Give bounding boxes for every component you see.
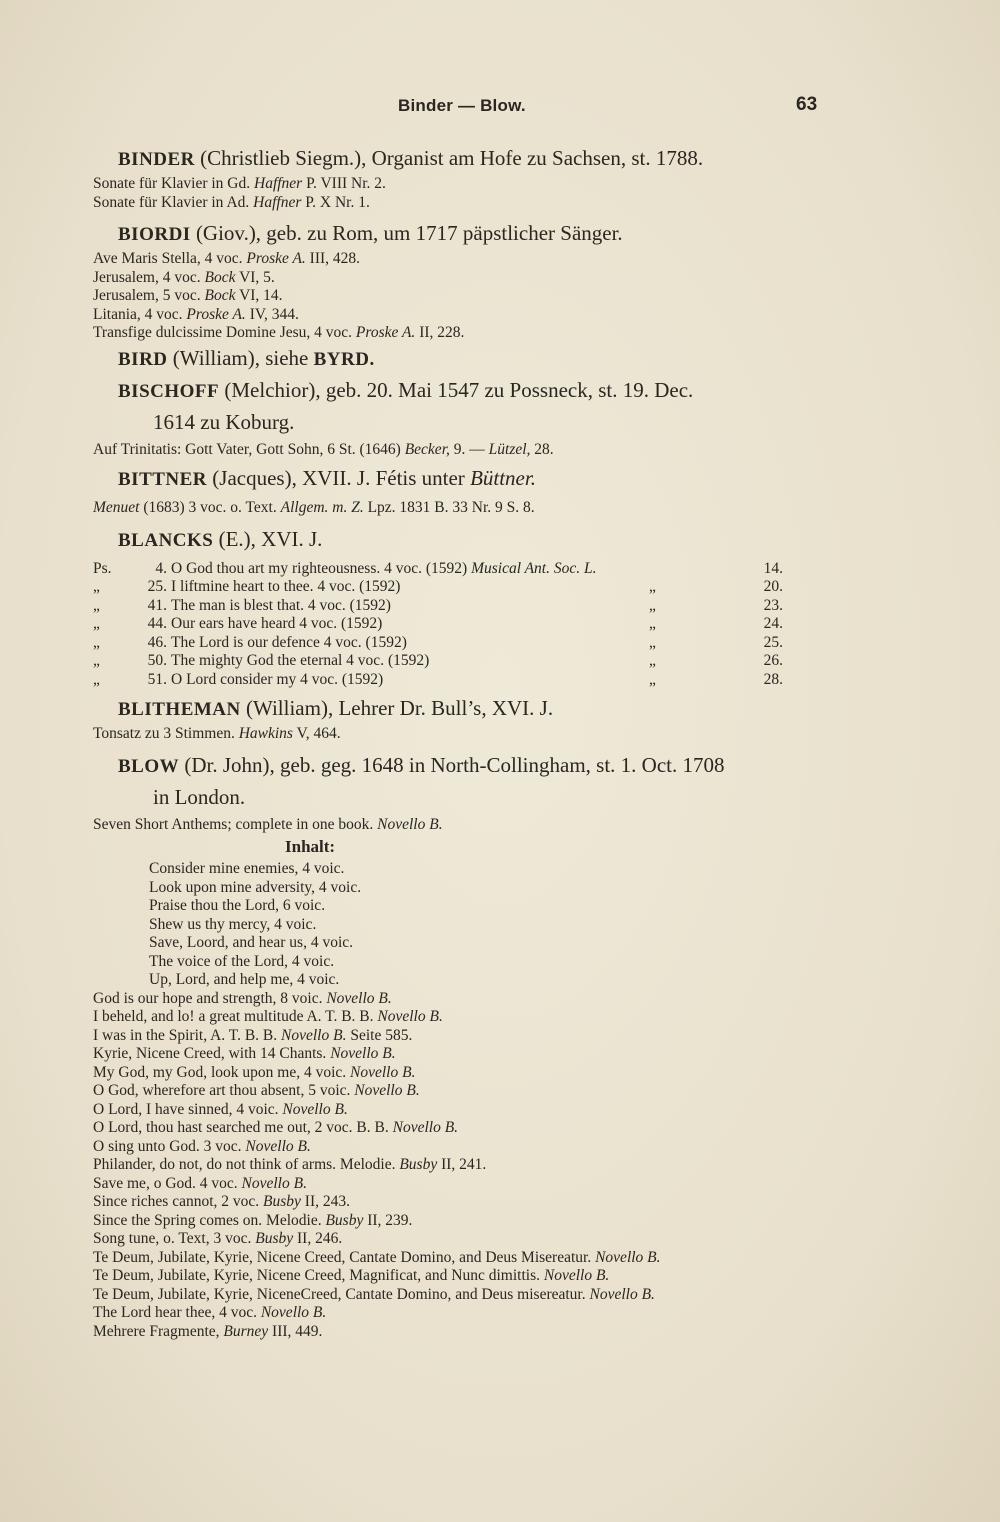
list-item: Shew us thy mercy, 4 voic. xyxy=(149,915,317,933)
composer-name: BLANCKS xyxy=(118,529,214,551)
entry-biography: (Jacques), XVII. J. Fétis unter xyxy=(207,466,471,490)
page-body xyxy=(93,143,828,1341)
composer-name: BITTNER xyxy=(118,469,208,490)
entry-biography: (Dr. John), geb. geg. 1648 in North-Collingham, st. 1. Oct. 1708 xyxy=(179,752,725,777)
work-item: O Lord, thou hast searched me out, 2 voc. B. B. Novello B. xyxy=(93,1119,459,1136)
work-item: Mehrere Fragmente, Burney III, 449. xyxy=(93,1322,323,1340)
work-item: Save me, o God. 4 voc. Novello B. xyxy=(93,1174,307,1192)
work-item: Te Deum, Jubilate, Kyrie, Nicene Creed, Magnificat, and Nunc dimittis. Novello B. xyxy=(93,1267,610,1284)
work-item: Menuet (1683) 3 voc. o. Text. Allgem. m. Z. Lpz. 1831 B. 33 Nr. 9 S. 8. xyxy=(93,499,535,516)
work-item: Litania, 4 voc. Proske A. IV, 344. xyxy=(93,305,299,323)
entry-heading-blow: BLOW (Dr. John), geb. geg. 1648 in North-Collingham, st. 1. Oct. 1708 in London. xyxy=(118,752,725,809)
list-item: Save, Loord, and hear us, 4 voic. xyxy=(149,934,354,951)
entry-biography: (Giov.), geb. zu Rom, um 1717 päpstlicher Sänger. xyxy=(190,221,623,245)
work-item: O God, wherefore art thou absent, 5 voic. Novello B. xyxy=(93,1082,420,1099)
psalm-row: „ 46. The Lord is our defence 4 voc. (1592) „ 25. xyxy=(93,633,783,651)
work-item: God is our hope and strength, 8 voic. Novello B. xyxy=(93,989,392,1007)
work-item: Seven Short Anthems; complete in one book. Novello B. xyxy=(93,815,443,833)
psalm-row: „ 41. The man is blest that. 4 voc. (1592) „ 23. xyxy=(93,596,783,614)
entry-heading-biordi xyxy=(118,218,828,250)
work-item: I was in the Spirit, A. T. B. B. Novello B. Seite 585. xyxy=(93,1026,413,1044)
entry-heading-binder xyxy=(118,143,828,175)
page-header xyxy=(0,96,1000,124)
psalm-row: „ 25. I liftmine heart to thee. 4 voc. (1592) „ 20. xyxy=(93,578,783,595)
composer-name: BLITHEMAN xyxy=(118,699,241,720)
work-item: Transfige dulcissime Domine Jesu, 4 voc. Proske A. II, 228. xyxy=(93,324,465,341)
work-item: Since the Spring comes on. Melodie. Busby II, 239. xyxy=(93,1211,413,1229)
work-item: O Lord, I have sinned, 4 voic. Novello B. xyxy=(93,1100,348,1118)
list-item: Praise thou the Lord, 6 voic. xyxy=(149,897,326,914)
contents-list xyxy=(93,860,828,990)
work-item: Jerusalem, 4 voc. Bock VI, 5. xyxy=(93,268,275,286)
work-item: Song tune, o. Text, 3 voc. Busby II, 246. xyxy=(93,1230,343,1247)
work-item: Philander, do not, do not think of arms. Melodie. Busby II, 241. xyxy=(93,1156,487,1173)
psalm-row: Ps. 4. O God thou art my righteousness. 4 voc. (1592) Musical Ant. Soc. L. 14. xyxy=(93,559,783,577)
composer-name: BIORDI xyxy=(118,224,191,245)
work-item: Te Deum, Jubilate, Kyrie, Nicene Creed, Cantate Domino, and Deus Misereatur. Novello B. xyxy=(93,1248,661,1266)
work-item: Jerusalem, 5 voc. Bock VI, 14. xyxy=(93,287,283,304)
cross-reference: BYRD. xyxy=(313,348,375,370)
composer-name: BIRD xyxy=(118,348,168,370)
work-item: Te Deum, Jubilate, Kyrie, NiceneCreed, Cantate Domino, and Deus misereatur. Novello B. xyxy=(93,1285,655,1303)
entry-heading-bischoff: BISCHOFF (Melchior), geb. 20. Mai 1547 zu Possneck, st. 19. Dec. 1614 zu Koburg. xyxy=(118,377,694,434)
cross-reference: Büttner. xyxy=(470,466,536,490)
work-item: Sonate für Klavier in Ad. Haffner P. X Nr. 1. xyxy=(93,193,370,211)
psalm-row: „ 51. O Lord consider my 4 voc. (1592) „ 28. xyxy=(93,670,783,688)
work-item: Ave Maris Stella, 4 voc. Proske A. III, 428. xyxy=(93,250,361,267)
entry-biography: (Christlieb Siegm.), Organist am Hofe zu Sachsen, st. 1788. xyxy=(194,146,704,170)
entry-heading-bittner xyxy=(118,463,828,495)
entry-biography: (E.), XVI. J. xyxy=(213,526,323,551)
psalm-row: „ 44. Our ears have heard 4 voc. (1592) „ 24. xyxy=(93,615,783,632)
work-item: I beheld, and lo! a great multitude A. T. B. B. Novello B. xyxy=(93,1008,443,1025)
work-item: O sing unto God. 3 voc. Novello B. xyxy=(93,1137,311,1155)
entry-heading-bird: BIRD (William), siehe BYRD. xyxy=(118,345,375,370)
entry-heading-blancks xyxy=(118,524,828,556)
contents-heading: Inhalt: xyxy=(285,837,336,856)
composer-name: BLOW xyxy=(118,755,180,777)
work-item: Since riches cannot, 2 voc. Busby II, 243. xyxy=(93,1193,350,1210)
work-item: Kyrie, Nicene Creed, with 14 Chants. Novello B. xyxy=(93,1045,396,1062)
list-item: The voice of the Lord, 4 voic. xyxy=(149,952,335,970)
entry-heading-blitheman xyxy=(118,693,828,725)
entry-biography: (William), Lehrer Dr. Bull’s, XVI. J. xyxy=(240,696,554,720)
work-item: Tonsatz zu 3 Stimmen. Hawkins V, 464. xyxy=(93,725,341,742)
work-item: Sonate für Klavier in Gd. Haffner P. VIII Nr. 2. xyxy=(93,175,386,192)
entry-biography: (Melchior), geb. 20. Mai 1547 zu Possneck, st. 19. Dec. xyxy=(219,377,694,402)
page-number: 63 xyxy=(796,94,818,115)
composer-name: BINDER xyxy=(118,149,195,170)
running-title: Binder — Blow. xyxy=(398,96,526,115)
psalm-row: „ 50. The mighty God the eternal 4 voc. (1592) „ 26. xyxy=(93,652,783,669)
work-item: My God, my God, look upon me, 4 voic. Novello B. xyxy=(93,1063,416,1081)
list-item: Consider mine enemies, 4 voic. xyxy=(149,860,345,877)
list-item: Look upon mine adversity, 4 voic. xyxy=(149,878,362,896)
work-item: Auf Trinitatis: Gott Vater, Gott Sohn, 6 St. (1646) Becker, 9. — Lützel, 28. xyxy=(93,440,554,458)
list-item: Up, Lord, and help me, 4 voic. xyxy=(149,971,340,988)
composer-name: BISCHOFF xyxy=(118,380,220,402)
work-item: The Lord hear thee, 4 voc. Novello B. xyxy=(93,1304,327,1321)
